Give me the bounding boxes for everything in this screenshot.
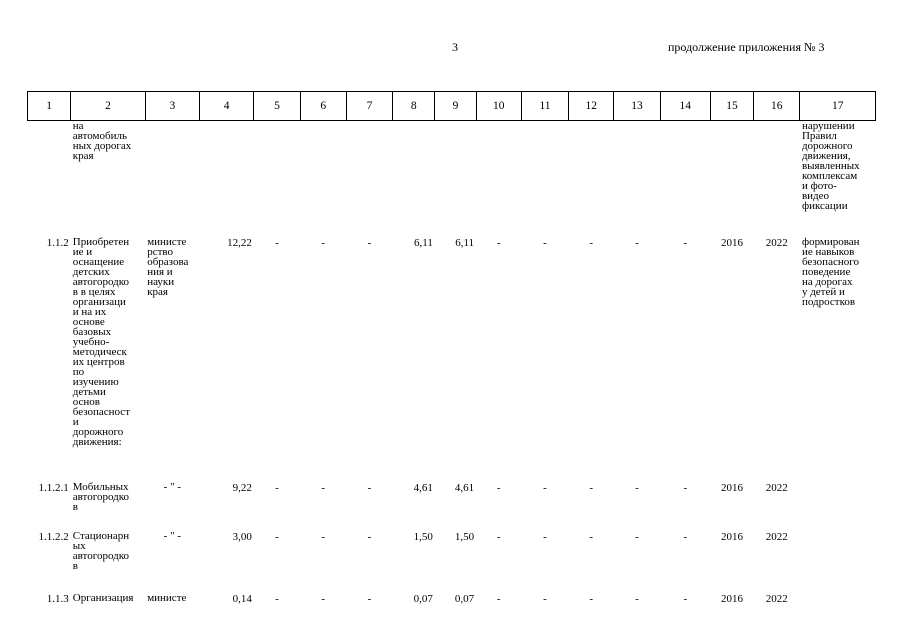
cell-col9	[435, 121, 476, 237]
cell-col10: -	[496, 236, 501, 249]
cell-col5: -	[275, 530, 279, 543]
program-table	[27, 91, 876, 633]
cell-col15: 2016	[721, 530, 744, 543]
cell-col11: -	[543, 236, 547, 249]
table-row	[28, 593, 876, 633]
cell-col10: -	[496, 592, 501, 605]
expected-result	[800, 531, 876, 593]
cell-col11: -	[543, 592, 547, 605]
cell-col10: -	[496, 481, 501, 494]
cell-col8: 4,61	[413, 481, 433, 494]
cell-col11: -	[543, 481, 547, 494]
cell-col7: -	[367, 530, 372, 543]
col-header: 6	[300, 92, 346, 121]
col-header: 10	[476, 92, 521, 121]
col-header: 8	[393, 92, 435, 121]
row-number	[28, 121, 71, 237]
cell-col15: 2016	[721, 481, 744, 494]
cell-col8: 1,50	[413, 530, 433, 543]
cell-col13: -	[635, 592, 639, 605]
col-header: 7	[346, 92, 392, 121]
col-header: 9	[435, 92, 476, 121]
cell-col13: -	[635, 530, 639, 543]
col-header: 3	[145, 92, 199, 121]
cell-col14: -	[683, 592, 688, 605]
cell-col12: -	[589, 592, 594, 605]
cell-col10	[476, 121, 521, 237]
col-header: 11	[521, 92, 568, 121]
table-row	[28, 482, 876, 531]
cell-col9: 1,50	[454, 530, 475, 543]
cell-col16: 2022	[765, 236, 788, 249]
cell-col12	[569, 121, 614, 237]
expected-result	[800, 482, 876, 531]
cell-col7: -	[367, 236, 372, 249]
cell-col9: 0,07	[454, 592, 475, 605]
col-header: 2	[71, 92, 145, 121]
cell-col13: -	[635, 481, 639, 494]
expected-result: формирован ие навыков безопасного поведение на дорогах у детей и подростков	[801, 235, 860, 308]
cell-col14: -	[683, 530, 688, 543]
expected-result: нарушении Правил дорожного движения, выявленных комплексам и фото- видео фиксации	[801, 120, 860, 212]
column-number-row	[28, 92, 876, 121]
cell-col15: 2016	[721, 236, 744, 249]
measure-name: Приобретен ие и оснащение детских автогородко в в целях организаци и на их основе базовых учебно- методическ их центров по изучению детьми основ безопасност и дорожного движения:	[72, 235, 131, 448]
table-body	[28, 121, 876, 633]
row-number: 1.1.2	[46, 236, 69, 249]
cell-col4: 12,22	[227, 236, 252, 249]
cell-col4: 3,00	[232, 530, 252, 543]
table-row	[28, 121, 876, 237]
cell-col4	[200, 121, 254, 237]
col-header: 4	[200, 92, 254, 121]
cell-col7: -	[367, 481, 372, 494]
col-header: 1	[28, 92, 71, 121]
page-number: 3	[452, 40, 458, 54]
table-row	[28, 237, 876, 482]
cell-col14	[660, 121, 710, 237]
row-number: 1.1.2.2	[38, 530, 69, 543]
cell-col10: -	[496, 530, 501, 543]
row-number: 1.1.3	[46, 592, 69, 605]
cell-col4: 9,22	[232, 481, 252, 494]
cell-col16: 2022	[765, 592, 788, 605]
cell-col13	[614, 121, 660, 237]
cell-col7: -	[367, 592, 372, 605]
cell-col14: -	[683, 236, 688, 249]
cell-col5: -	[275, 236, 279, 249]
cell-col4: 0,14	[232, 592, 252, 605]
row-number: 1.1.2.1	[38, 481, 69, 494]
executor: министе	[147, 591, 187, 604]
col-header: 16	[754, 92, 800, 121]
cell-col9: 6,11	[455, 236, 475, 249]
cell-col14: -	[683, 481, 688, 494]
continuation-label: продолжение приложения № 3	[668, 40, 825, 54]
cell-col15: 2016	[721, 592, 744, 605]
cell-col6	[300, 121, 346, 237]
table-row	[28, 531, 876, 593]
measure-name: Мобильных автогородко в	[72, 480, 130, 513]
cell-col15	[710, 121, 753, 237]
cell-col11	[521, 121, 568, 237]
cell-col7	[346, 121, 392, 237]
cell-col6: -	[321, 481, 326, 494]
col-header: 13	[614, 92, 660, 121]
executor: - " -	[163, 529, 181, 542]
executor: - " -	[163, 480, 181, 493]
cell-col8: 0,07	[413, 592, 433, 605]
col-header: 5	[254, 92, 300, 121]
cell-col6: -	[321, 236, 326, 249]
col-header: 15	[710, 92, 753, 121]
cell-col12: -	[589, 530, 594, 543]
cell-col11: -	[543, 530, 547, 543]
col-header: 12	[569, 92, 614, 121]
cell-col6: -	[321, 592, 326, 605]
measure-name: на автомобиль ных дорогах края	[72, 120, 132, 162]
cell-col16: 2022	[765, 530, 788, 543]
cell-col5	[254, 121, 300, 237]
cell-col8: 6,11	[414, 236, 433, 249]
executor	[145, 121, 199, 237]
cell-col12: -	[589, 236, 594, 249]
cell-col9: 4,61	[454, 481, 475, 494]
cell-col13: -	[635, 236, 639, 249]
measure-name: Стационарн ых автогородко в	[72, 529, 130, 572]
col-header: 14	[660, 92, 710, 121]
cell-col16	[754, 121, 800, 237]
measure-name: Организация	[72, 591, 134, 604]
cell-col16: 2022	[765, 481, 788, 494]
expected-result	[800, 593, 876, 633]
col-header: 17	[800, 92, 876, 121]
cell-col5: -	[275, 481, 279, 494]
cell-col12: -	[589, 481, 594, 494]
cell-col8	[393, 121, 435, 237]
cell-col5: -	[275, 592, 279, 605]
cell-col6: -	[321, 530, 326, 543]
executor: министе рство образова ния и науки края	[147, 235, 189, 298]
